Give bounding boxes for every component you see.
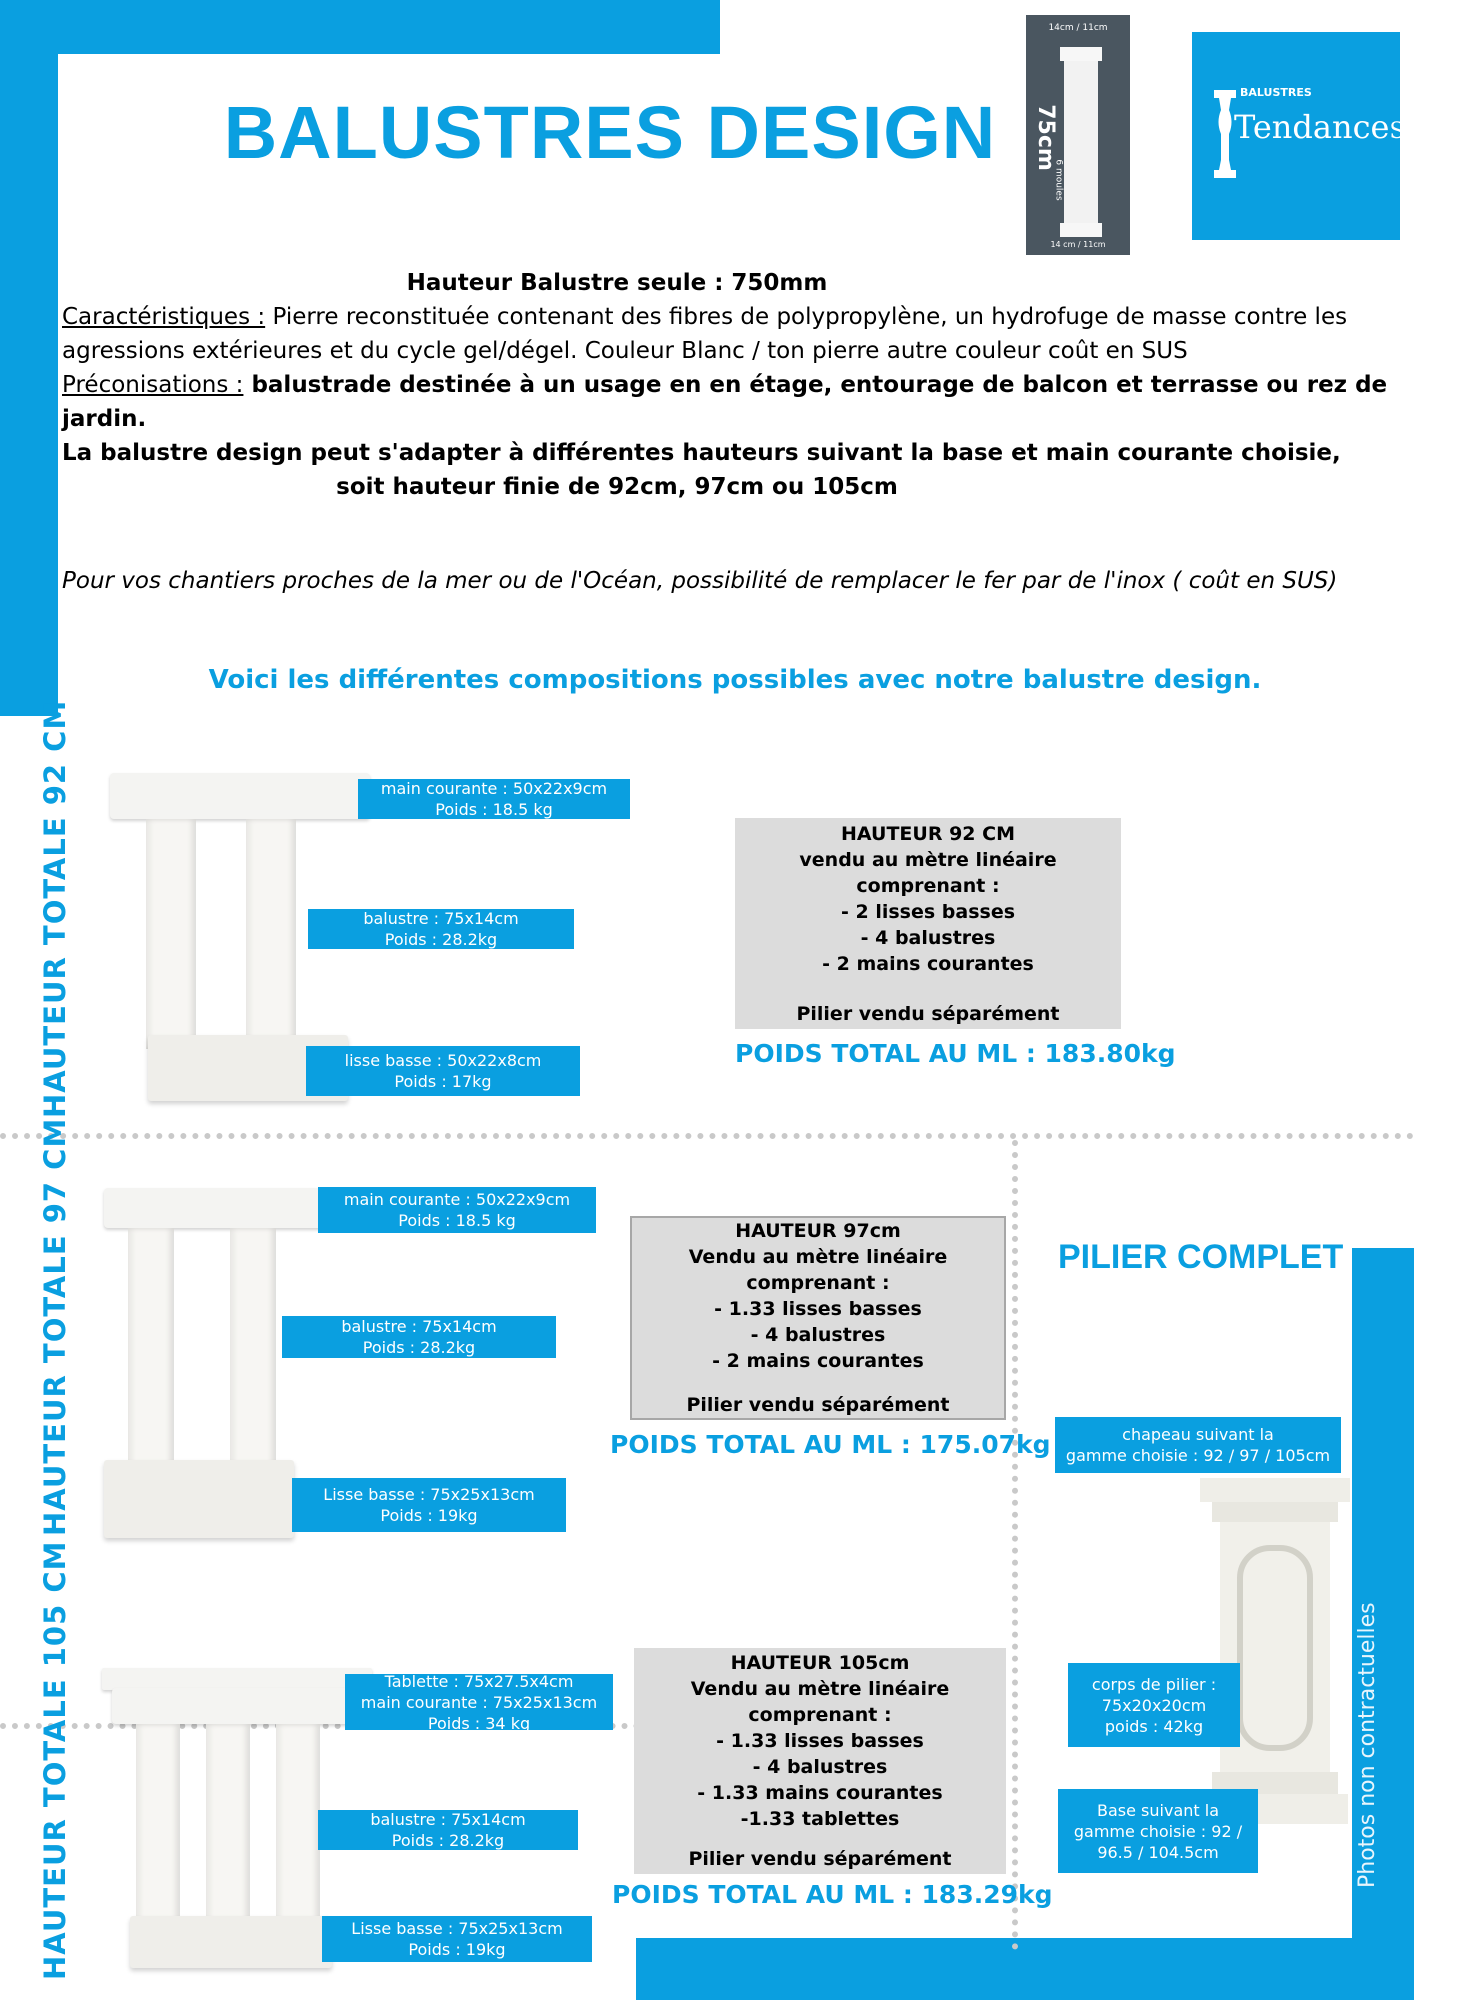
sea-note: Pour vos chantiers proches de la mer ou de l'Océan, possibilité de remplacer le fer par de l'inox ( coût en SUS) (62, 568, 1338, 594)
logo-small-text: BALUSTRES (1240, 86, 1312, 99)
info-title: HAUTEUR 105cm (730, 1652, 910, 1674)
bottom-accent-band (636, 1938, 1414, 2000)
info-pilier: Pilier vendu séparément (686, 1394, 950, 1416)
info-item: -1.33 tablettes (740, 1808, 900, 1830)
logo-brand-sub: Sud (1389, 119, 1433, 144)
tag-line: poids : 42kg (1104, 1716, 1204, 1736)
tag-line: 75x20x20cm (1101, 1695, 1207, 1715)
info-item: - 1.33 mains courantes (697, 1782, 943, 1804)
column-separator (1012, 1140, 1018, 1950)
finish-height-line: soit hauteur finie de 92cm, 97cm ou 105cm (336, 474, 898, 500)
left-accent-band (0, 0, 58, 716)
tag-line: corps de pilier : (1091, 1674, 1217, 1694)
info-item: - 2 mains courantes (712, 1350, 924, 1372)
tag-line: Lisse basse : 75x25x13cm (351, 1919, 563, 1938)
photo-top-label: 14cm / 11cm (1048, 23, 1108, 33)
info-sold: Vendu au mètre linéaire comprenant : (690, 1678, 950, 1726)
product-photo (1026, 15, 1130, 255)
tag-line: balustre : 75x14cm (363, 909, 519, 928)
tag-line: Poids : 18.5 kg (398, 1211, 516, 1230)
caracteristiques-text: Pierre reconstituée contenant des fibres de polypropylène, un hydrofuge de masse contre les agressions extérieures et du cycle gel/dégel. Couleur Blanc / ton pierre autre couleur coût en SUS (62, 304, 1348, 364)
tag-line: Poids : 28.2kg (384, 930, 498, 949)
photos-disclaimer: Photos non contractuelles (1355, 1602, 1380, 1888)
info-box-97 (630, 1216, 1006, 1420)
photo-bottom-label: 14 cm / 11cm (1050, 240, 1106, 249)
info-item: - 2 mains courantes (822, 952, 1034, 975)
tag-line: balustre : 75x14cm (341, 1317, 497, 1336)
baluster-logo-icon (1214, 90, 1236, 178)
info-pilier: Pilier vendu séparément (688, 1848, 952, 1870)
info-item: - 1.33 lisses basses (714, 1298, 922, 1320)
info-item: - 4 balustres (860, 926, 996, 949)
tag-line: main courante : 50x22x9cm (380, 779, 608, 798)
tag-main-courante-92 (358, 779, 630, 819)
total-weight-105: POIDS TOTAL AU ML : 183.29kg (612, 1880, 1053, 1909)
tag-lisse-basse-97 (292, 1478, 566, 1532)
photo-moules-label: 6 moules (1053, 159, 1064, 201)
baluster-photo-shape (1064, 47, 1098, 237)
tag-base-pilier (1058, 1789, 1258, 1873)
tag-line: Poids : 34 kg (427, 1713, 531, 1733)
tag-line: lisse basse : 50x22x8cm (344, 1051, 542, 1070)
tag-line: 96.5 / 104.5cm (1097, 1842, 1219, 1862)
tag-line: Poids : 28.2kg (362, 1338, 476, 1357)
tag-balustre-105 (318, 1810, 578, 1850)
info-pilier: Pilier vendu séparément (796, 1002, 1060, 1025)
preconisations-paragraph (62, 368, 1412, 436)
tag-chapeau (1055, 1417, 1341, 1473)
tag-lisse-basse-105 (322, 1916, 592, 1962)
brand-logo (1192, 32, 1433, 240)
info-item: - 2 lisses basses (840, 900, 1016, 923)
tag-corps-pilier (1068, 1663, 1240, 1747)
tag-line: Poids : 19kg (380, 1506, 478, 1525)
tag-tablette-105 (345, 1671, 613, 1733)
adapt-line: La balustre design peut s'adapter à différentes hauteurs suivant la base et main courante choisie, (62, 440, 1341, 466)
description-block (62, 266, 1412, 504)
tag-line: Tablette : 75x27.5x4cm (384, 1671, 574, 1691)
section-title-97: HAUTEUR TOTALE 97 CM (38, 1117, 72, 1536)
balustre-height-line: Hauteur Balustre seule : 750mm (406, 270, 828, 296)
tag-line: Poids : 17kg (394, 1072, 492, 1091)
info-item: - 4 balustres (752, 1756, 888, 1778)
tag-main-courante-97 (318, 1187, 596, 1233)
page-title: BALUSTRES DESIGN (223, 91, 997, 174)
section-separator (0, 1133, 1414, 1139)
tag-line: Poids : 19kg (408, 1940, 506, 1959)
section-title-105: HAUTEUR TOTALE 105 CM (38, 1540, 72, 1980)
section-title-92: HAUTEUR TOTALE 92 CM (38, 699, 72, 1118)
total-weight-92: POIDS TOTAL AU ML : 183.80kg (735, 1039, 1176, 1068)
preconisations-label: Préconisations : (62, 372, 244, 398)
tag-balustre-92 (308, 909, 574, 949)
info-item: - 1.33 lisses basses (716, 1730, 924, 1752)
info-title: HAUTEUR 92 CM (841, 822, 1015, 845)
caracteristiques-paragraph (62, 300, 1412, 368)
tag-line: main courante : 50x22x9cm (343, 1190, 571, 1209)
compositions-heading: Voici les différentes compositions possibles avec notre balustre design. (208, 665, 1262, 695)
tag-line: Lisse basse : 75x25x13cm (323, 1485, 535, 1504)
tag-line: balustre : 75x14cm (370, 1810, 526, 1829)
tag-line: Poids : 28.2kg (391, 1831, 505, 1850)
pilier-illustration (1198, 1478, 1358, 1828)
top-accent-band (0, 0, 720, 54)
info-box-92 (735, 818, 1121, 1029)
tag-line: gamme choisie : 92 / 97 / 105cm (1065, 1446, 1331, 1465)
pilier-title: PILIER COMPLET (1058, 1238, 1344, 1276)
info-box-105 (634, 1648, 1006, 1874)
info-item: - 4 balustres (750, 1324, 886, 1346)
info-title: HAUTEUR 97cm (735, 1220, 901, 1242)
tag-balustre-97 (282, 1316, 556, 1358)
info-sold: Vendu au mètre linéaire comprenant : (688, 1246, 948, 1294)
tag-line: gamme choisie : 92 / (1073, 1821, 1243, 1841)
tag-lisse-basse-92 (306, 1046, 580, 1096)
preconisations-text: balustrade destinée à un usage en en étage, entourage de balcon et terrasse ou rez de jardin. (62, 372, 1388, 432)
total-weight-97: POIDS TOTAL AU ML : 175.07kg (610, 1430, 1051, 1459)
tag-line: Base suivant la (1097, 1800, 1219, 1820)
info-sold: vendu au mètre linéaire comprenant : (799, 848, 1057, 897)
caracteristiques-label: Caractéristiques : (62, 304, 266, 330)
logo-brand: Tendance (1234, 108, 1390, 146)
tag-line: Poids : 18.5 kg (435, 800, 553, 819)
tag-line: main courante : 75x25x13cm (360, 1692, 598, 1712)
photo-height-label: 75cm (1032, 104, 1058, 171)
tag-line: chapeau suivant la (1122, 1425, 1274, 1444)
logo-brand-text (1234, 108, 1433, 146)
